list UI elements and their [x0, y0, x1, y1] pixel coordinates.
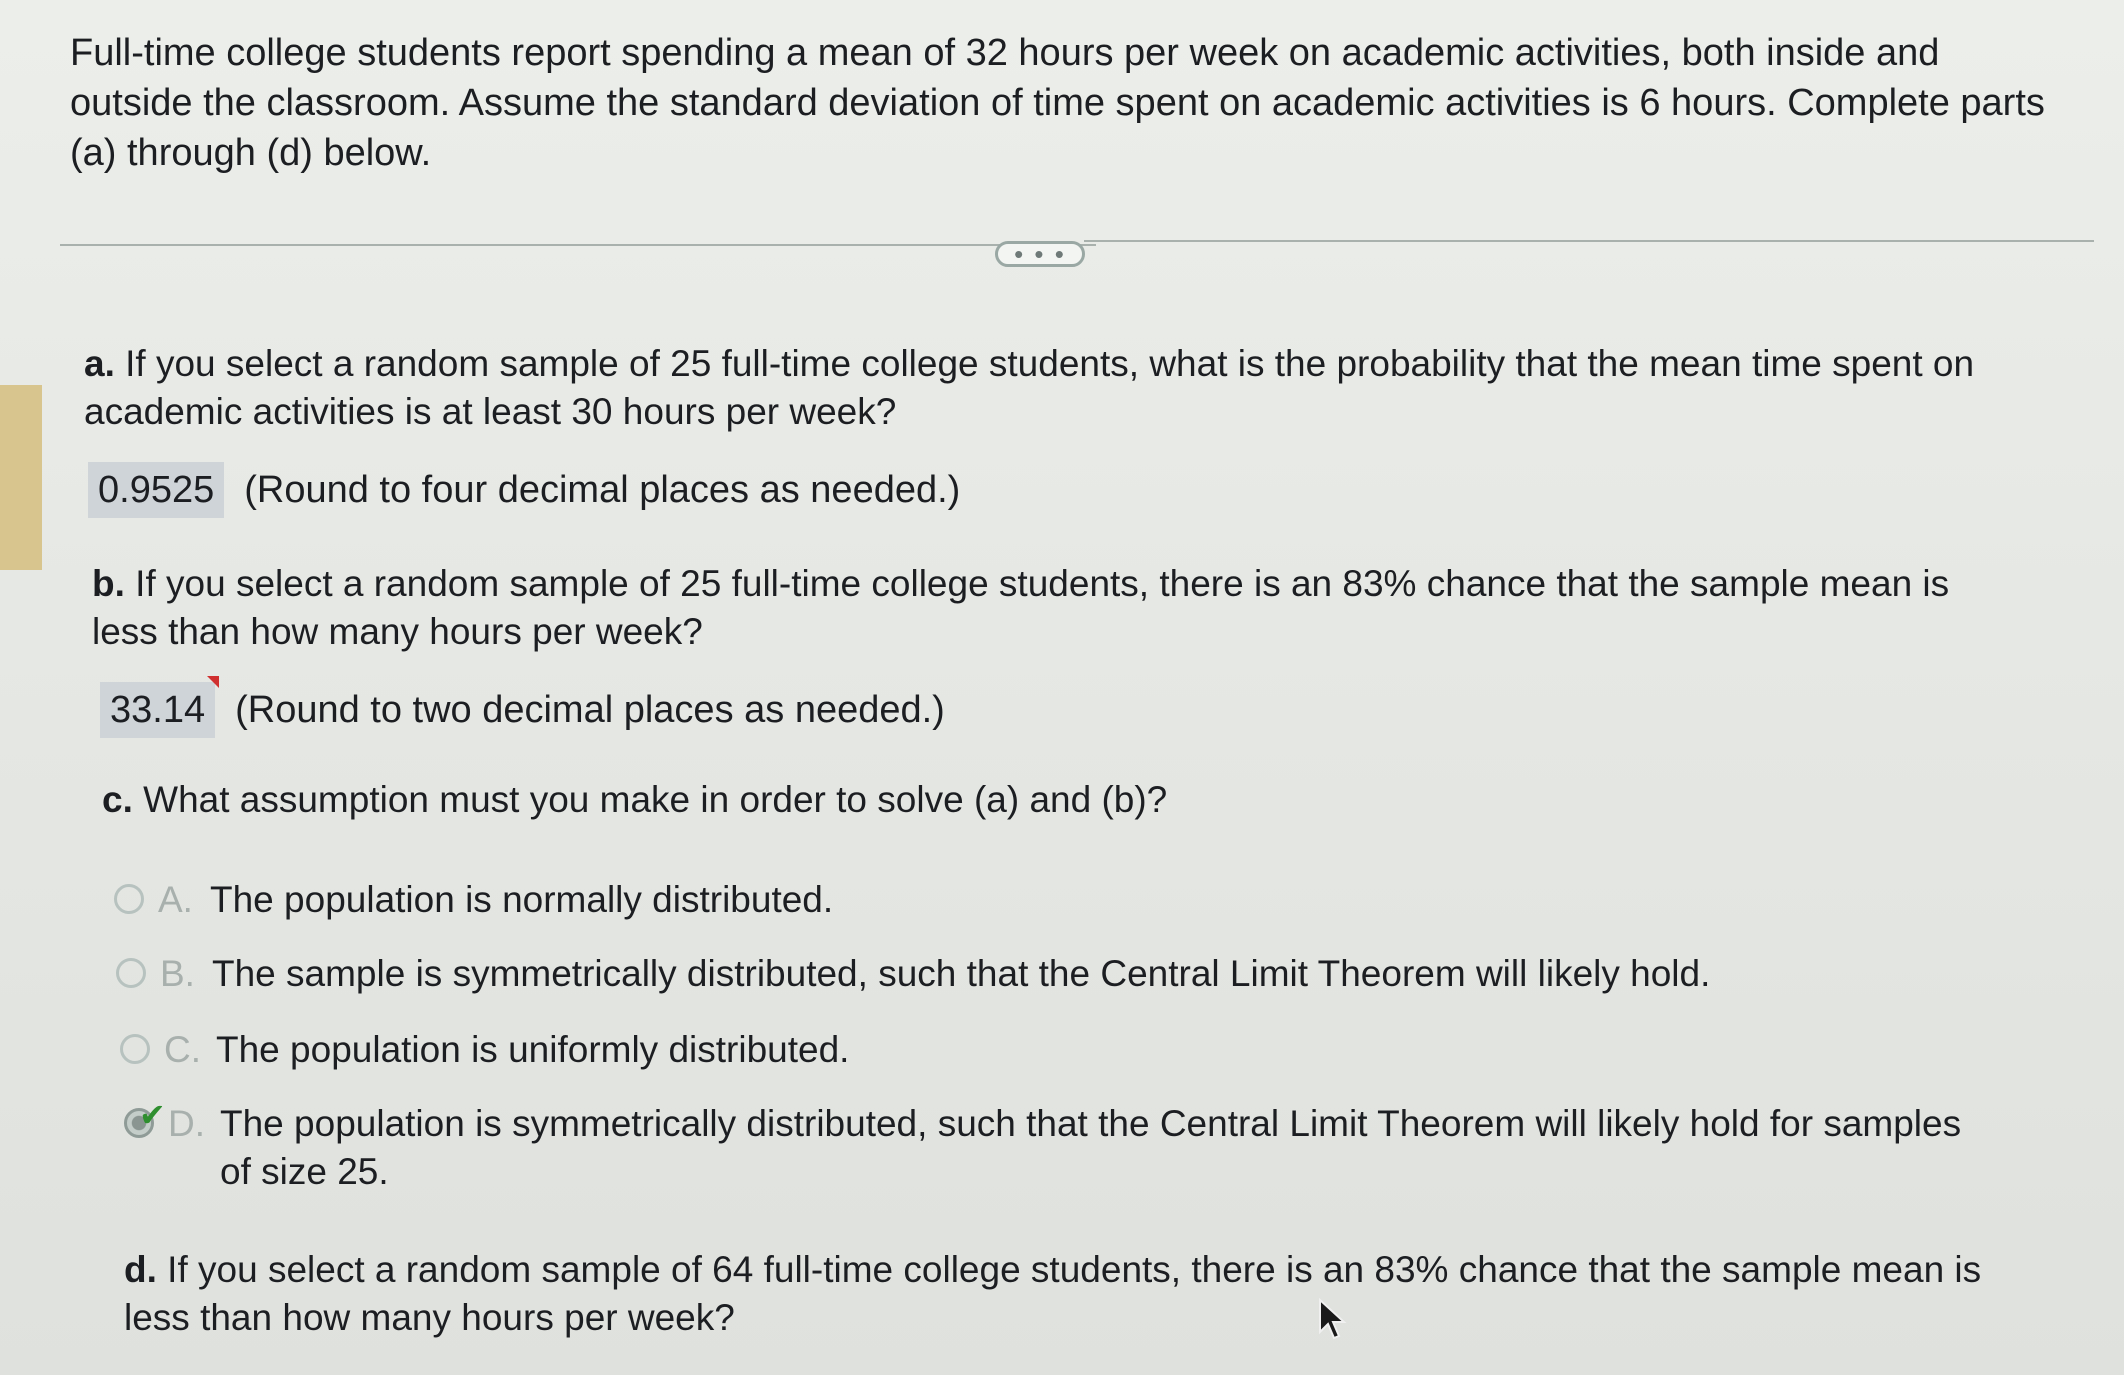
problem-statement: Full-time college students report spending a mean of 32 hours per week on academic activities, both inside and outside the classroom. Assume the standard deviation of time spent on academic activities is 6 hours. Complete parts (a) through (d) below. — [70, 32, 2045, 174]
part-b-question — [92, 560, 2022, 656]
option-b-text: The sample is symmetrically distributed, such that the Central Limit Theorem will likely hold. — [212, 953, 1711, 994]
part-c-letter: c. — [102, 779, 133, 820]
part-c-question — [102, 776, 2002, 824]
mouse-cursor-icon — [1316, 1298, 1350, 1342]
option-c-letter: C. — [164, 1029, 201, 1070]
option-b-radio[interactable] — [116, 958, 146, 988]
checkmark-icon: ✔ — [139, 1097, 166, 1133]
option-d-radio[interactable] — [124, 1097, 166, 1138]
part-d-question — [124, 1246, 2024, 1342]
part-a-hint: (Round to four decimal places as needed.) — [244, 469, 961, 511]
part-b-answer-row — [100, 682, 945, 738]
part-b-text: If you select a random sample of 25 full-time college students, there is an 83% chance that the sample mean is less than how many hours per week? — [92, 563, 1950, 652]
part-a-answer-field[interactable]: 0.9525 — [88, 462, 224, 518]
option-a-letter: A. — [158, 879, 193, 920]
part-a-answer-row — [88, 462, 960, 518]
part-b-answer-value: 33.14 — [110, 689, 206, 731]
option-b-letter: B. — [160, 953, 195, 994]
option-d-letter: D. — [168, 1103, 205, 1144]
divider-right — [1084, 240, 2094, 242]
option-c[interactable] — [120, 1026, 2116, 1074]
option-a-radio[interactable] — [114, 884, 144, 914]
expand-more-button[interactable]: • • • — [995, 241, 1085, 267]
part-b-answer-field[interactable] — [100, 682, 215, 738]
part-b-hint: (Round to two decimal places as needed.) — [235, 689, 945, 731]
option-d[interactable] — [124, 1097, 1980, 1196]
divider-left — [60, 244, 1096, 246]
part-c-text: What assumption must you make in order to solve (a) and (b)? — [143, 779, 1168, 820]
part-b-letter: b. — [92, 563, 125, 604]
current-part-marker — [0, 385, 42, 570]
option-b[interactable] — [116, 950, 2112, 998]
option-c-text: The population is uniformly distributed. — [216, 1029, 850, 1070]
part-a-text: If you select a random sample of 25 full-time college students, what is the probability that the mean time spent on academic activities is at least 30 hours per week? — [84, 343, 1975, 432]
option-d-text: The population is symmetrically distributed, such that the Central Limit Theorem will likely hold for samples of size 25. — [220, 1103, 1962, 1192]
part-a-question — [84, 340, 2014, 436]
option-a-text: The population is normally distributed. — [210, 879, 834, 920]
part-d-letter: d. — [124, 1249, 157, 1290]
flag-icon — [207, 676, 219, 688]
part-d-text: If you select a random sample of 64 full-time college students, there is an 83% chance that the sample mean is less than how many hours per week? — [124, 1249, 1982, 1338]
option-a[interactable] — [114, 876, 2110, 924]
option-c-radio[interactable] — [120, 1034, 150, 1064]
part-a-letter: a. — [84, 343, 115, 384]
